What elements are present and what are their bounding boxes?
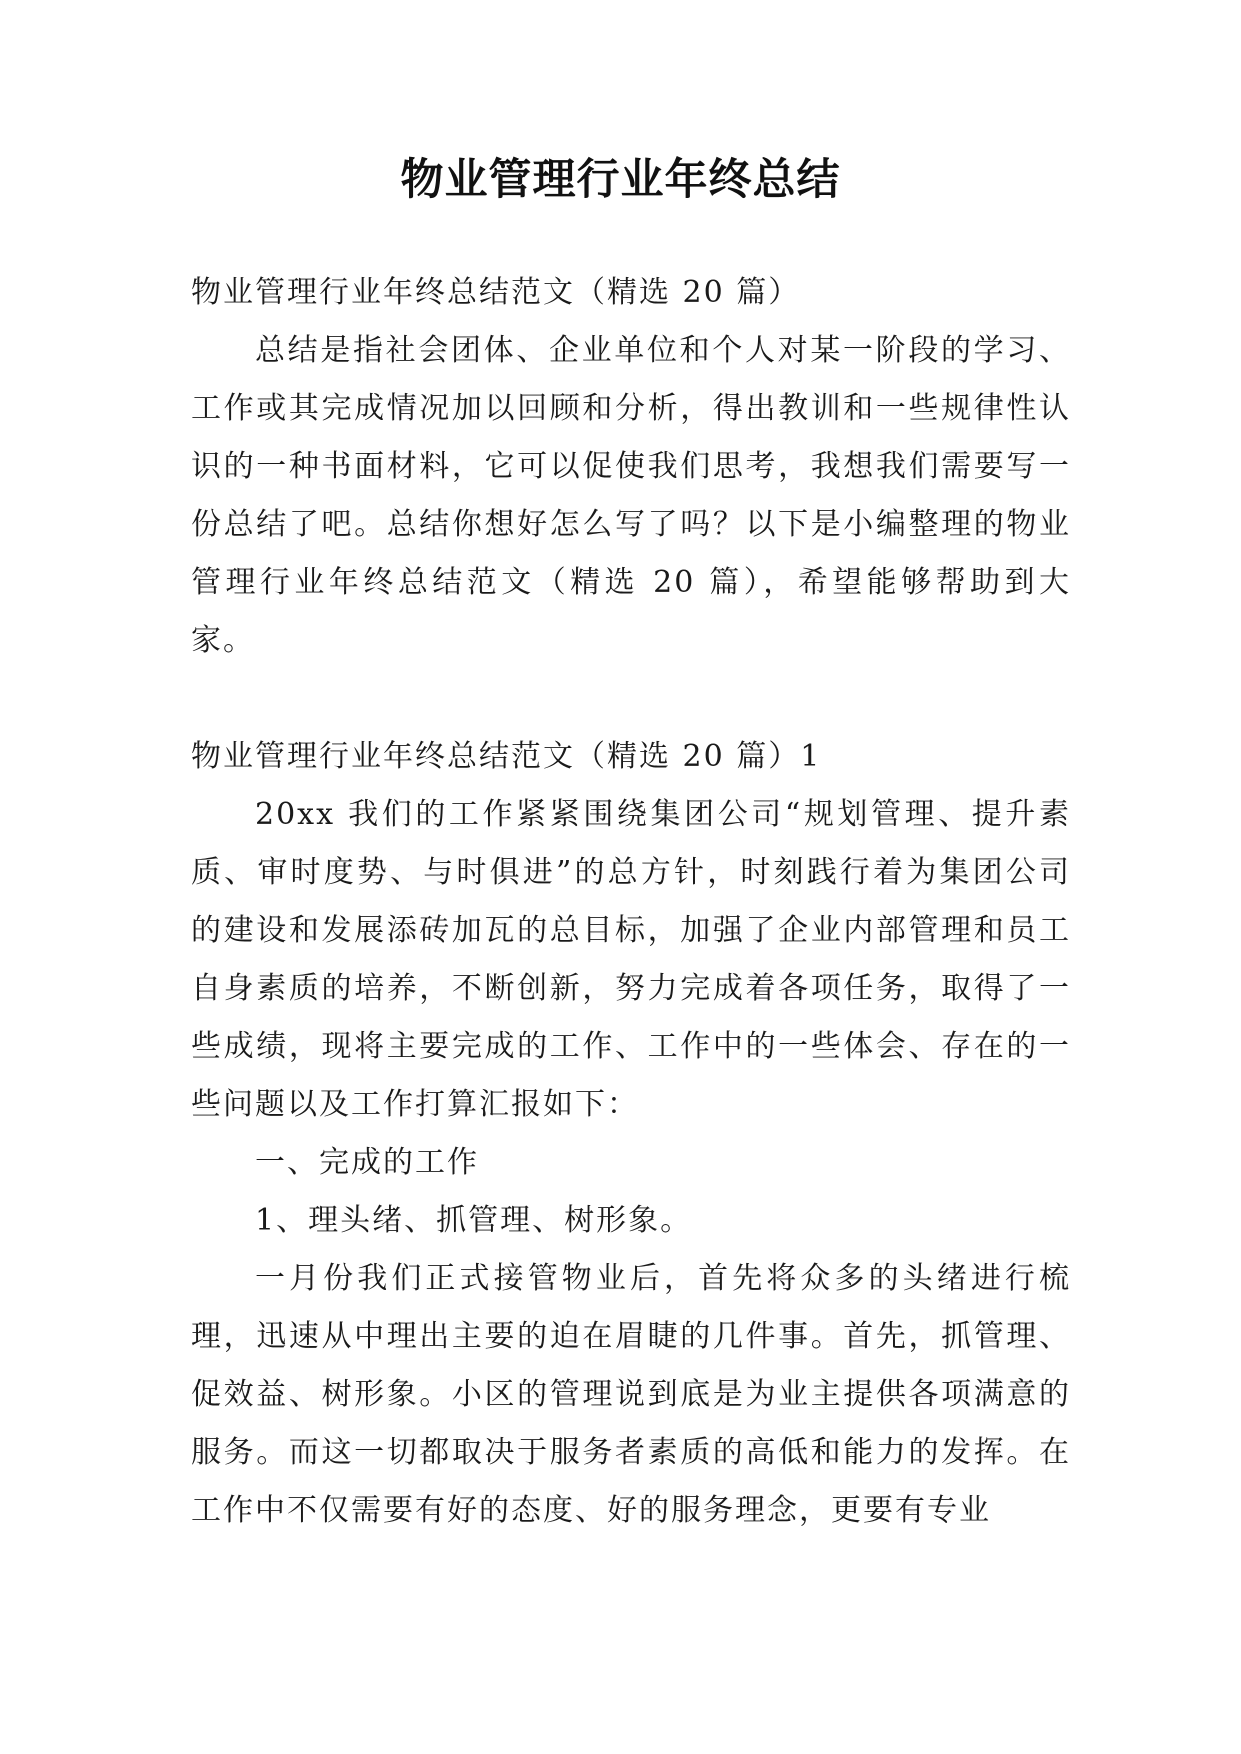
subheading: 1、理头绪、抓管理、树形象。 [255,1203,693,1238]
intro-paragraph: 总结是指社会团体、企业单位和个人对某一阶段的学习、工作或其完成情况加以回顾和分析，得出教训和一些规律性认识的一种书面材料，它可以促使我们思考，我想我们需要写一份总结了吧。总结你想好怎么写了吗？以下是小编整理的物业管理行业年终总结范文（精选 20 篇），希望能够帮助到大家。 [191,333,1071,658]
paragraph-gap [191,670,1071,728]
body-paragraph: 20xx 我们的工作紧紧围绕集团公司“规划管理、提升素质、审时度势、与时俱进”的总方针，时刻践行着为集团公司的建设和发展添砖加瓦的总目标，加强了企业内部管理和员工自身素质的培养，不断创新，努力完成着各项任务，取得了一些成绩，现将主要完成的工作、工作中的一些体会、存在的一些问题以及工作打算汇报如下： [191,797,1071,1122]
document-title: 物业管理行业年终总结 [400,155,841,205]
document-body [191,264,1071,1540]
section-heading: 物业管理行业年终总结范文（精选 20 篇） [191,275,801,310]
subheading: 一、完成的工作 [255,1145,479,1180]
body-paragraph: 一月份我们正式接管物业后，首先将众多的头绪进行梳理，迅速从中理出主要的迫在眉睫的几件事。首先，抓管理、促效益、树形象。小区的管理说到底是为业主提供各项满意的服务。而这一切都取决于服务者素质的高低和能力的发挥。在工作中不仅需要有好的态度、好的服务理念，更要有专业 [191,1261,1071,1528]
section-heading: 物业管理行业年终总结范文（精选 20 篇）1 [191,739,822,774]
